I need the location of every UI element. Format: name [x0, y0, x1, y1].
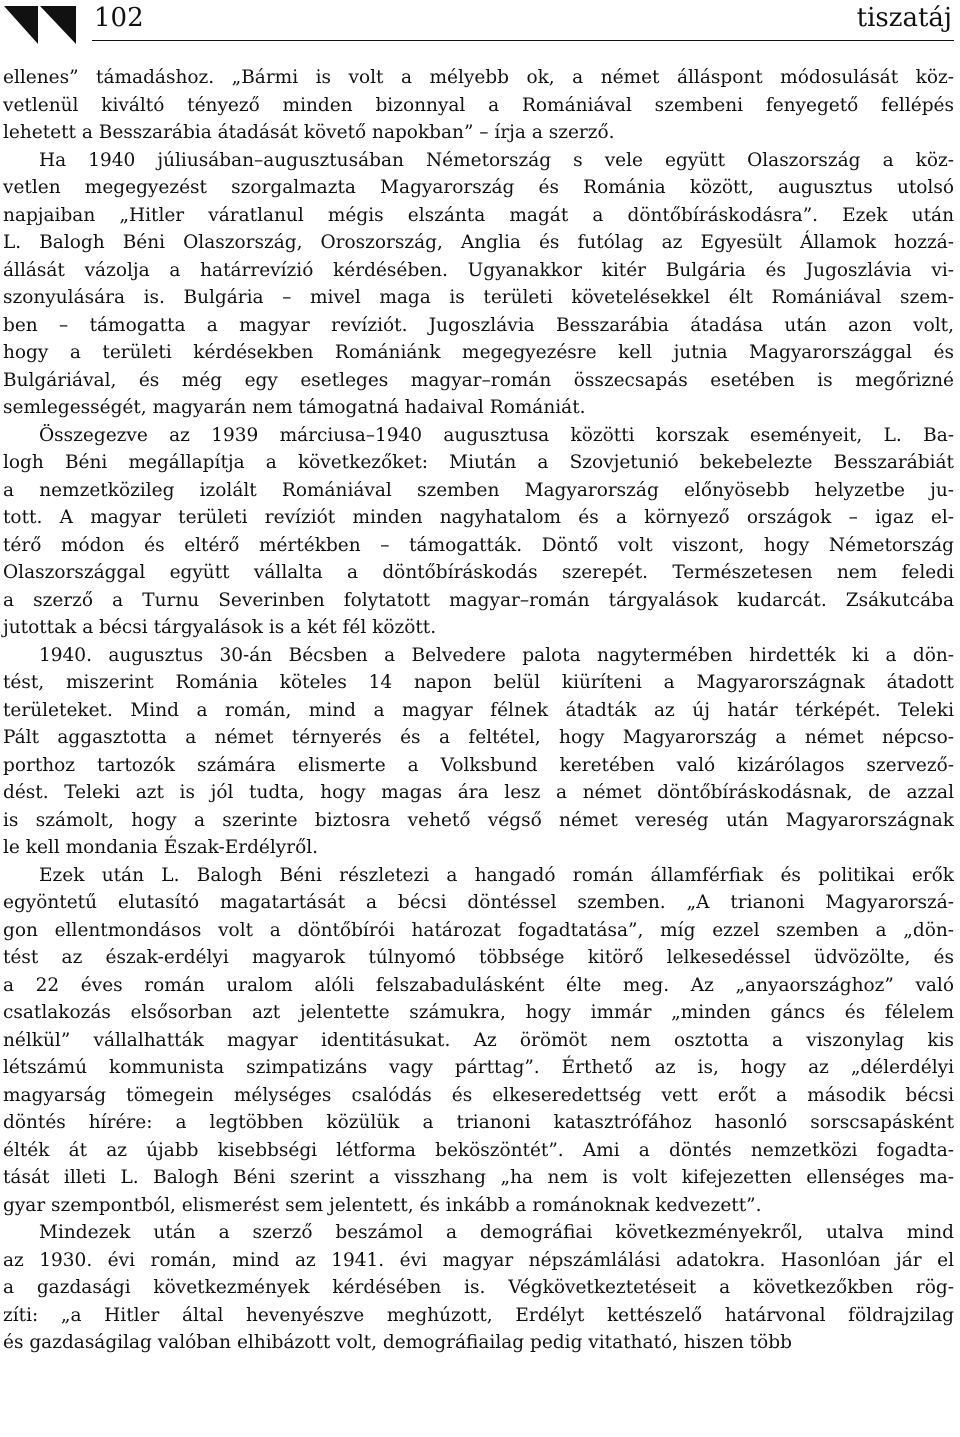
- text-line: porthoz tartozók számára elismerte a Volksbund keretében való kizárólagos szervező-: [3, 754, 954, 776]
- text-line: Olaszországgal együtt vállalta a döntőbíráskodás szerepét. Természetesen nem feledi: [3, 562, 954, 583]
- text-line: a 22 éves román uralom alóli felszabadulásként élte meg. Az „anyaországhoz” való: [3, 974, 954, 996]
- text-line: az 1930. évi román, mind az 1941. évi magyar népszámlálási adatokra. Hasonlóan jár el: [3, 1249, 954, 1271]
- text-line: vetlen megegyezést szorgalmazta Magyarország és Románia között, augusztus utolsó: [3, 177, 954, 198]
- text-line: zíti: „a Hitler által hevenyészve meghúzott, Erdélyt kettészelő határvonal földrajzilag: [3, 1304, 954, 1326]
- text-line: L. Balogh Béni Olaszország, Oroszország, Anglia és futólag az Egyesült Államok hozzá-: [3, 232, 954, 253]
- text-line: és gazdaságilag valóban elhibázott volt, demográfiailag pedig vitatható, hiszen több: [3, 1332, 792, 1353]
- text-line: tott. A magyar területi revíziót minden nagyhatalom és a környező országok – igaz el-: [3, 507, 954, 528]
- text-line: jutottak a bécsi tárgyalások is a két fél között.: [3, 617, 437, 638]
- text-line: egyöntetű elutasító magatartását a bécsi döntéssel szemben. „A trianoni Magyarorszá-: [3, 892, 954, 913]
- text-line: logh Béni megállapítja a következőket: Miután a Szovjetunió bekebelezte Besszarábiát: [3, 452, 954, 473]
- text-line: a gazdasági következmények kérdésében is. Végkövetkeztetéseit a következőkben rög-: [3, 1277, 954, 1298]
- text-line: ben – támogatta a magyar revíziót. Jugoszlávia Besszarábia átadása után azon volt,: [3, 314, 954, 336]
- text-line: Mindezek után a szerző beszámol a demográfiai következményekről, utalva mind: [39, 1222, 954, 1243]
- text-line: hogy a területi kérdésekben Romániánk megegyezésre kell jutnia Magyarországgal és: [3, 342, 954, 363]
- header-rule: [92, 40, 954, 41]
- paragraph: [3, 1219, 954, 1357]
- paragraph: [3, 147, 954, 422]
- text-line: Összegezve az 1939 márciusa–1940 augusztusa közötti korszak eseményeit, L. Ba-: [39, 424, 954, 446]
- text-line: vetlenül kiváltó tényező minden bizonnyal a Romániával szembeni fenyegető fellépés: [3, 94, 954, 116]
- paragraph: [3, 862, 954, 1220]
- journal-name: tiszatáj: [856, 3, 952, 33]
- double-triangle-logo-icon: [4, 6, 76, 44]
- text-line: állását vázolja a határrevízió kérdésében. Ugyanakkor kitér Bulgária és Jugoszlávia vi-: [3, 259, 954, 281]
- text-line: nélkül” vállalhatták magyar identitásukat. Az örömöt nem osztotta a viszonylag kis: [3, 1029, 954, 1051]
- text-line: gon ellentmondásos volt a döntőbírói határozat fogadtatása”, míg ezzel szemben a „dön-: [3, 919, 954, 941]
- article-body: [3, 64, 954, 1357]
- text-line: térő módon és eltérő mértékben – támogatták. Döntő volt viszont, hogy Németország: [3, 534, 954, 556]
- text-line: Bulgáriával, és még egy esetleges magyar–román összecsapás esetében is megőrizné: [3, 369, 954, 391]
- paragraph: [3, 642, 954, 862]
- paragraph: [3, 64, 954, 147]
- paragraph: [3, 422, 954, 642]
- text-line: területeket. Mind a román, mind a magyar félnek átadták az új határ térképét. Teleki: [3, 699, 954, 721]
- text-line: létszámú kommunista szimpatizáns vagy párttag”. Érthető az is, hogy az „délerdélyi: [3, 1057, 954, 1078]
- text-line: lehetett a Besszarábia átadását követő napokban” – írja a szerző.: [3, 122, 615, 143]
- text-line: le kell mondania Észak-Erdélyről.: [3, 837, 319, 858]
- text-line: szonyulására is. Bulgária – mivel maga is területi követelésekkel élt Romániával szem-: [3, 287, 954, 308]
- text-line: dést. Teleki azt is jól tudta, hogy magas ára lesz a német döntőbíráskodásnak, de azzal: [3, 782, 954, 803]
- text-line: döntés hírére: a legtöbben közülük a trianoni katasztrófához hasonló sorscsapásként: [3, 1112, 954, 1133]
- text-line: Ezek után L. Balogh Béni részletezi a hangadó román államférfiak és politikai erők: [39, 864, 954, 886]
- text-line: a szerző a Turnu Severinben folytatott magyar–román tárgyalások kudarcát. Zsákutcába: [3, 589, 954, 611]
- text-line: ellenes” támadáshoz. „Bármi is volt a mélyebb ok, a német álláspont módosulását köz-: [3, 67, 954, 88]
- text-line: napjaiban „Hitler váratlanul mégis elszánta magát a döntőbíráskodásra”. Ezek után: [3, 204, 954, 226]
- text-line: is számolt, hogy a szerinte biztosra vehető végső német vereség után Magyarországnak: [3, 809, 954, 831]
- text-line: Ha 1940 júliusában–augusztusában Németország s vele együtt Olaszország a köz-: [39, 149, 954, 171]
- text-line: élték át az újabb kisebbségi létforma beköszöntét”. Ami a döntés nemzetközi fogadta-: [3, 1139, 954, 1161]
- text-line: semlegességét, magyarán nem támogatná hadaival Romániát.: [3, 397, 586, 418]
- text-line: 1940. augusztus 30-án Bécsben a Belvedere palota nagytermében hirdették ki a dön-: [39, 644, 954, 666]
- page-number: 102: [94, 3, 144, 33]
- page-header: [0, 0, 960, 50]
- text-line: a nemzetközileg izolált Romániával szemben Magyarország előnyösebb helyzetbe ju-: [3, 479, 954, 501]
- text-line: Pált aggasztotta a német térnyerés és a feltétel, hogy Magyarország a német népcso-: [3, 727, 954, 748]
- text-line: csatlakozás elsősorban azt jelentette számukra, hogy immár „minden gáncs és félelem: [3, 1002, 954, 1023]
- text-line: gyar szempontból, elismerést sem jelentett, és inkább a románoknak kedvezett”.: [3, 1194, 762, 1216]
- text-line: tést, miszerint Románia köteles 14 napon belül kiüríteni a Magyarországnak átadott: [3, 672, 954, 693]
- text-line: tását illeti L. Balogh Béni szerint a visszhang „ha nem is volt kifejezetten ellenséges ma-: [3, 1167, 954, 1188]
- text-line: tést az észak-erdélyi magyarok túlnyomó többsége kitörő lelkesedéssel üdvözölte, és: [3, 947, 954, 968]
- text-line: magyarság tömegein mélységes csalódás és elkeseredettség vett erőt a második bécsi: [3, 1084, 954, 1106]
